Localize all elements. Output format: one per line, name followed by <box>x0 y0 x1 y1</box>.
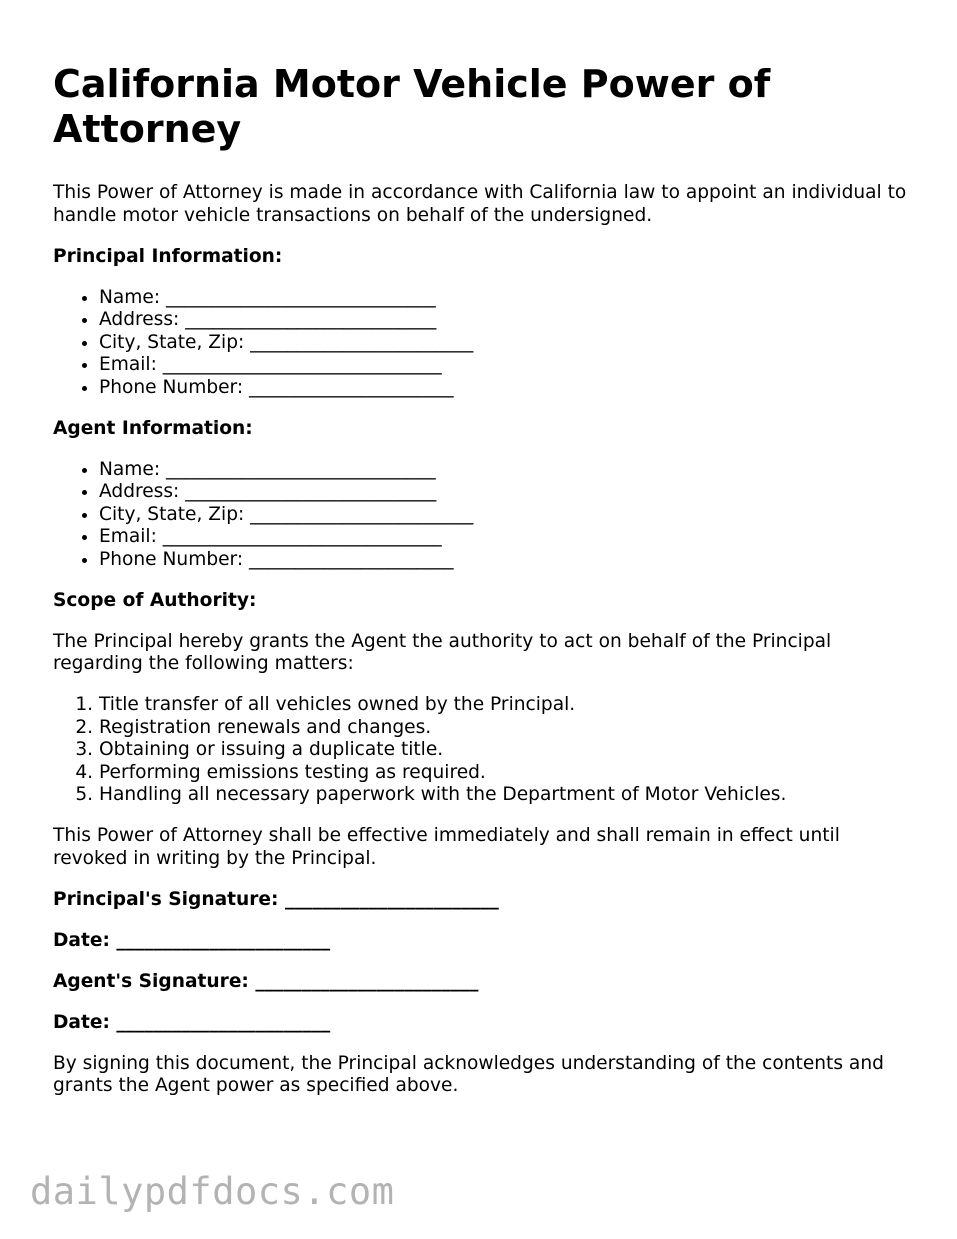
agent-city-state-zip-field: • City, State, Zip: ________________________ <box>99 504 913 527</box>
effective-paragraph: This Power of Attorney shall be effective immediately and shall remain in effect until revoked in writing by the Principal. <box>53 825 840 869</box>
agent-info-list <box>53 459 913 572</box>
principal-address-field: • Address: ___________________________ <box>99 309 913 332</box>
principal-signature-line: Principal's Signature: _______________________ <box>53 888 499 910</box>
principal-name-field: • Name: _____________________________ <box>99 287 913 310</box>
document-page <box>53 62 913 1116</box>
principal-city-state-zip-field: • City, State, Zip: ________________________ <box>99 332 913 355</box>
scope-list <box>53 694 913 807</box>
principal-info-list <box>53 287 913 400</box>
scope-heading: Scope of Authority: <box>53 589 257 611</box>
intro-paragraph: This Power of Attorney is made in accordance with California law to appoint an individual to handle motor vehicle transactions on behalf of the undersigned. <box>53 182 907 226</box>
watermark: dailypdfdocs.com <box>30 1170 395 1213</box>
agent-phone-field: • Phone Number: ______________________ <box>99 549 913 572</box>
scope-intro: The Principal hereby grants the Agent the authority to act on behalf of the Principal regarding the following matters: <box>53 630 832 674</box>
scope-item: 2. Registration renewals and changes. <box>99 717 913 740</box>
scope-item: 3. Obtaining or issuing a duplicate title. <box>99 739 913 762</box>
agent-signature-line: Agent's Signature: ________________________ <box>53 970 479 992</box>
agent-name-field: • Name: _____________________________ <box>99 459 913 482</box>
principal-date-line: Date: _______________________ <box>53 929 331 951</box>
principal-phone-field: • Phone Number: ______________________ <box>99 377 913 400</box>
closing-paragraph: By signing this document, the Principal acknowledges understanding of the contents and grants the Agent power as specified above. <box>53 1052 884 1096</box>
principal-email-field: • Email: ______________________________ <box>99 354 913 377</box>
document-title: California Motor Vehicle Power of Attorney <box>53 62 771 151</box>
principal-info-heading: Principal Information: <box>53 245 283 267</box>
scope-item: 4. Performing emissions testing as required. <box>99 762 913 785</box>
scope-item: 1. Title transfer of all vehicles owned by the Principal. <box>99 694 913 717</box>
scope-item: 5. Handling all necessary paperwork with the Department of Motor Vehicles. <box>99 784 913 807</box>
agent-email-field: • Email: ______________________________ <box>99 526 913 549</box>
agent-info-heading: Agent Information: <box>53 417 253 439</box>
agent-address-field: • Address: ___________________________ <box>99 481 913 504</box>
agent-date-line: Date: _______________________ <box>53 1011 331 1033</box>
